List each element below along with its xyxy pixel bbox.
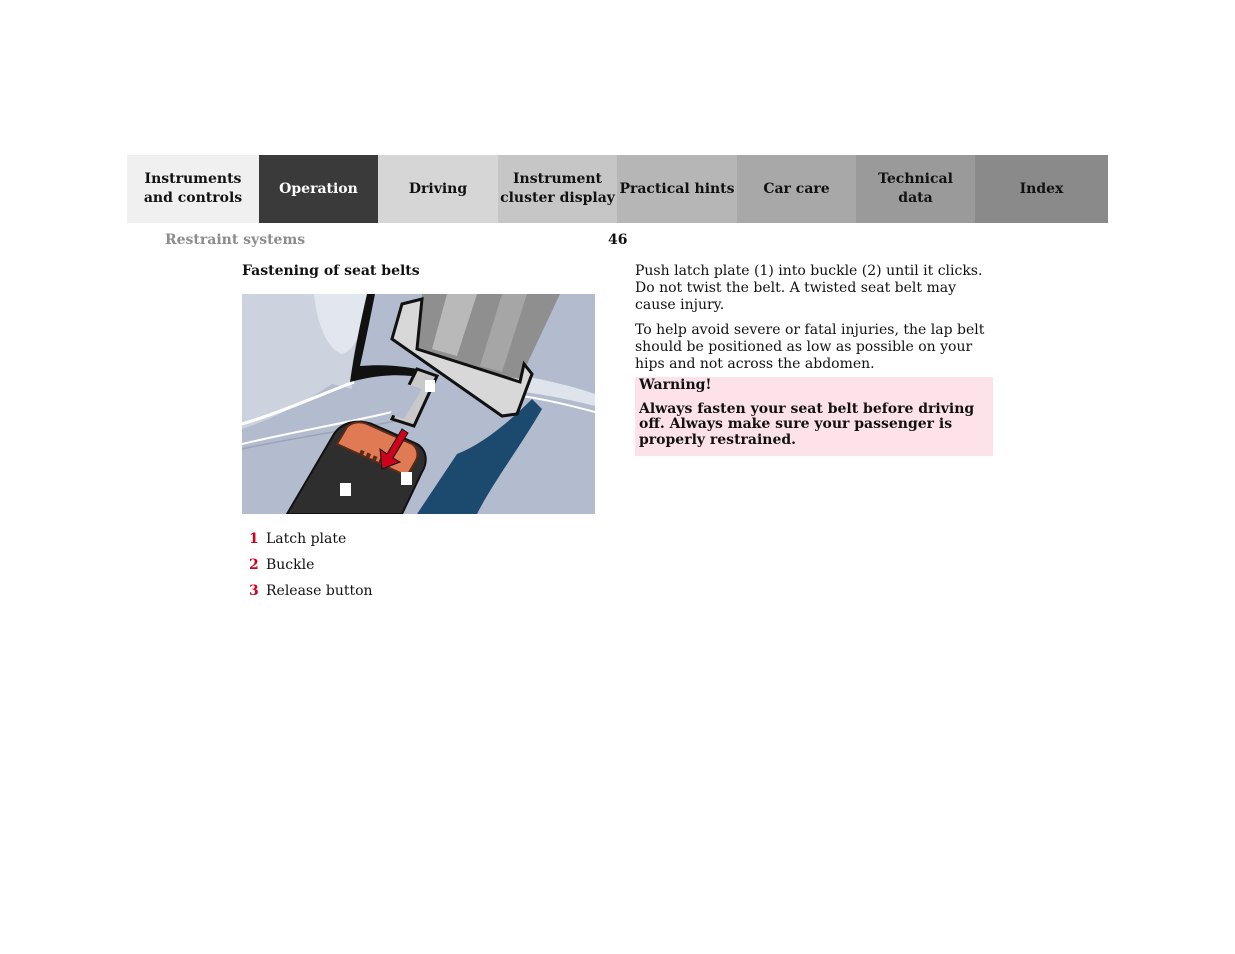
tab-instruments-and-controls[interactable]: Instruments and controls xyxy=(127,155,259,223)
warning-box xyxy=(635,377,993,456)
legend-number: 1 xyxy=(249,531,259,547)
legend-item xyxy=(249,557,373,583)
page-number: 46 xyxy=(608,232,628,248)
warning-body: Always fasten your seat belt before driving off. Always make sure your passenger is properly restrained. xyxy=(639,400,975,448)
legend-label: Latch plate xyxy=(266,531,347,547)
chapter-nav xyxy=(127,155,1108,223)
tab-driving[interactable]: Driving xyxy=(378,155,498,223)
figure-legend xyxy=(249,531,373,609)
instruction-paragraph: To help avoid severe or fatal injuries, the lap belt should be positioned as low as possible on your hips and not across the abdomen. xyxy=(635,322,985,372)
legend-label: Buckle xyxy=(266,557,315,573)
tab-index[interactable]: Index xyxy=(975,155,1108,223)
tab-instrument-cluster-display[interactable]: Instrument cluster display xyxy=(498,155,617,223)
warning-title: Warning! xyxy=(639,377,712,393)
tab-practical-hints[interactable]: Practical hints xyxy=(617,155,737,223)
tab-technical-data[interactable]: Technical data xyxy=(856,155,975,223)
section-title: Restraint systems xyxy=(165,232,306,248)
tab-car-care[interactable]: Car care xyxy=(737,155,856,223)
instruction-paragraph: Push latch plate (1) into buckle (2) until it clicks. Do not twist the belt. A twisted seat belt may cause injury. xyxy=(635,263,983,313)
legend-item xyxy=(249,531,373,557)
page-heading: Fastening of seat belts xyxy=(242,263,420,279)
seat-belt-illustration xyxy=(242,294,595,514)
legend-number: 2 xyxy=(249,557,259,573)
instructions-column xyxy=(635,263,995,381)
legend-number: 3 xyxy=(249,583,259,599)
legend-item xyxy=(249,583,373,609)
tab-operation[interactable]: Operation xyxy=(259,155,378,223)
legend-label: Release button xyxy=(266,583,373,599)
